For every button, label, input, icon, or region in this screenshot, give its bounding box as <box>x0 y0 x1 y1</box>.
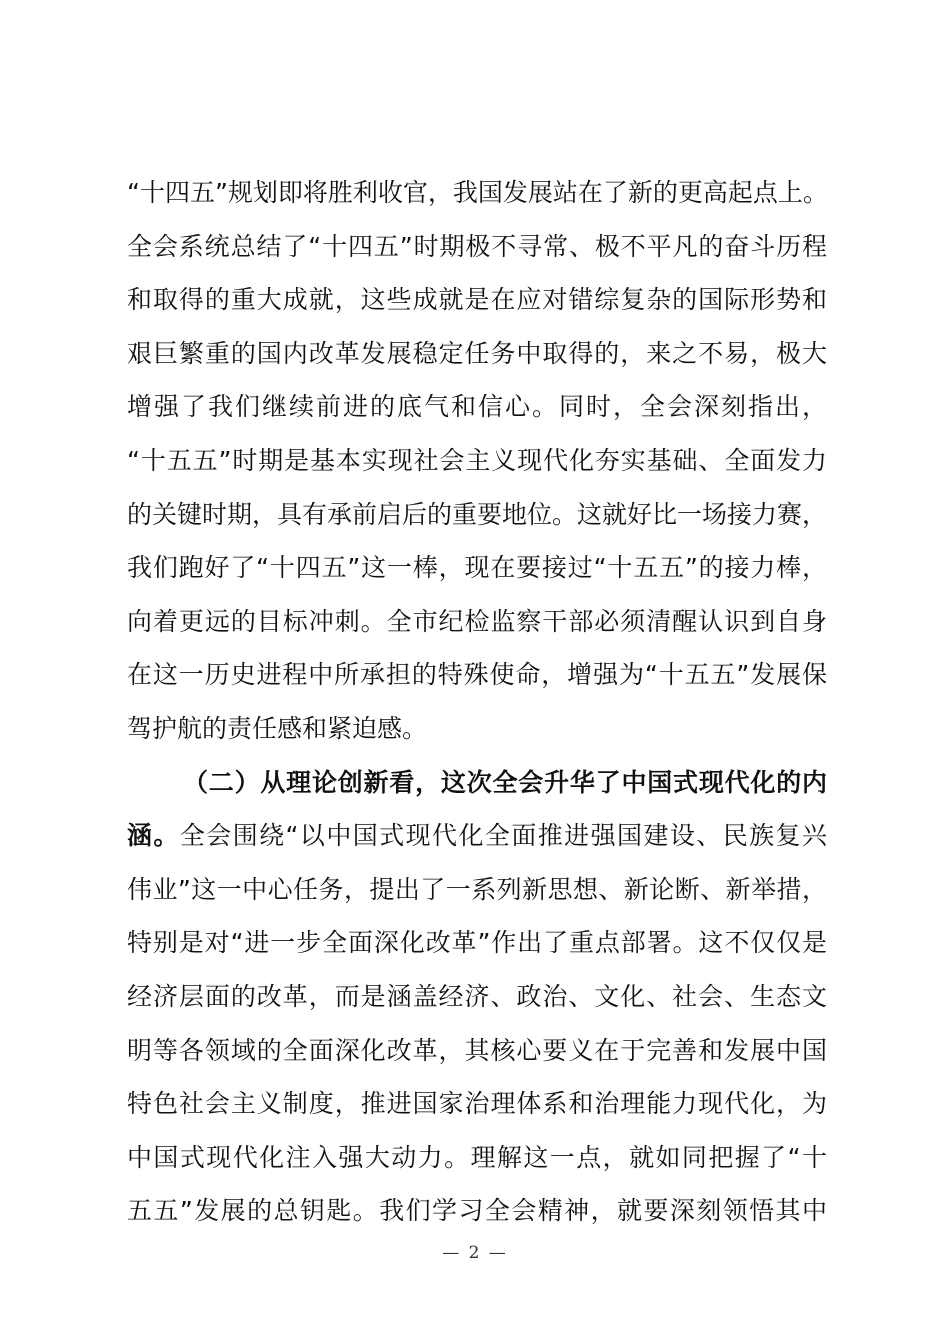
text-line: 特色社会主义制度，推进国家治理体系和治理能力现代化，为 <box>127 1089 827 1119</box>
text-line: 艰巨繁重的国内改革发展稳定任务中取得的，来之不易，极大 <box>127 338 827 368</box>
document-body <box>127 166 827 1238</box>
text-line: 全会系统总结了“十四五”时期极不寻常、极不平凡的奋斗历程 <box>127 231 827 261</box>
text-line: 中国式现代化注入强大动力。理解这一点，就如同把握了“十 <box>127 1142 827 1172</box>
text-line: 驾护航的责任感和紧迫感。 <box>127 713 428 743</box>
text-line: 的关键时期，具有承前启后的重要地位。这就好比一场接力赛， <box>127 499 828 529</box>
page-number: — 2 — <box>442 1243 508 1263</box>
section-heading: （二）从理论创新看，这次全会升华了中国式现代化的内 <box>183 767 827 797</box>
text-line: 明等各领域的全面深化改革，其核心要义在于完善和发展中国 <box>127 1035 827 1065</box>
text-line: 经济层面的改革，而是涵盖经济、政治、文化、社会、生态文 <box>127 981 827 1011</box>
text-line: 伟业”这一中心任务，提出了一系列新思想、新论断、新举措， <box>127 874 827 904</box>
text-line: 五五”发展的总钥匙。我们学习全会精神，就要深刻领悟其中 <box>127 1196 827 1226</box>
text-line: 在这一历史进程中所承担的特殊使命，增强为“十五五”发展保 <box>127 660 827 690</box>
text-line: “十五五”时期是基本实现社会主义现代化夯实基础、全面发力 <box>127 445 827 475</box>
text-line: “十四五”规划即将胜利收官，我国发展站在了新的更高起点上。 <box>127 178 828 207</box>
text-line: 和取得的重大成就，这些成就是在应对错综复杂的国际形势和 <box>127 285 827 315</box>
section-heading-continuation <box>127 809 827 863</box>
text-line: 增强了我们继续前进的底气和信心。同时，全会深刻指出， <box>127 392 827 422</box>
text-span: 全会围绕“以中国式现代化全面推进强国建设、民族复兴 <box>179 821 827 851</box>
text-line: 特别是对“进一步全面深化改革”作出了重点部署。这不仅仅是 <box>127 928 827 958</box>
text-line: 我们跑好了“十四五”这一棒，现在要接过“十五五”的接力棒， <box>127 553 827 583</box>
section-heading-end: 涵。 <box>127 821 180 851</box>
text-line: 向着更远的目标冲刺。全市纪检监察干部必须清醒认识到自身 <box>127 606 827 636</box>
